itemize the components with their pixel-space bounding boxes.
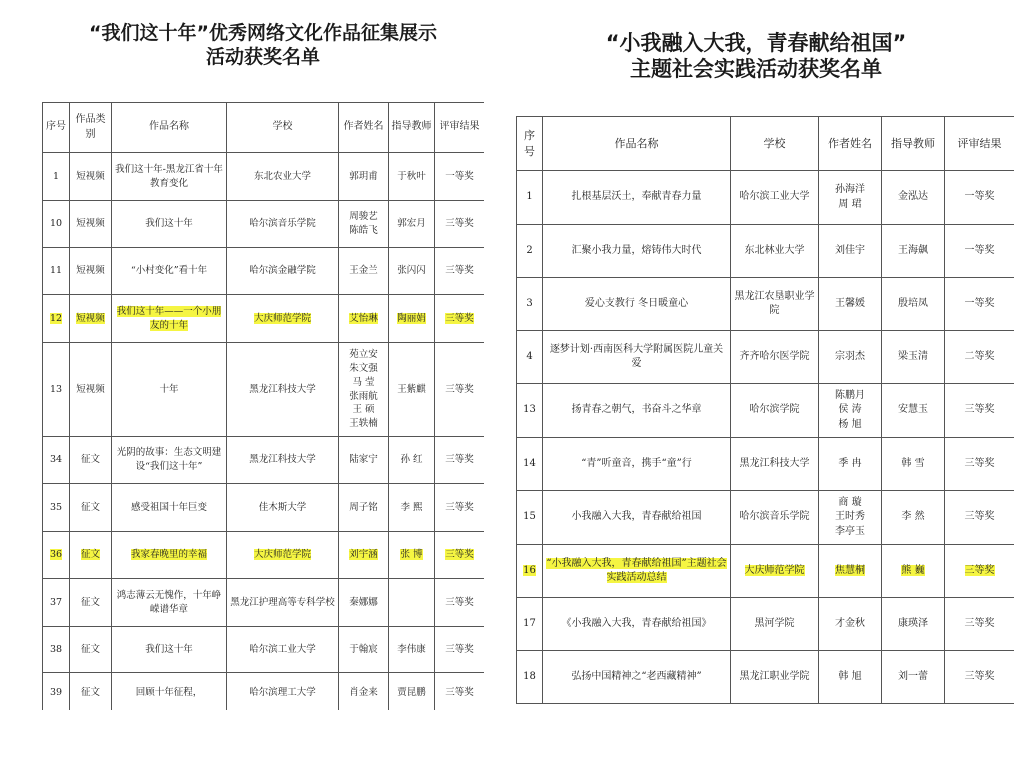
result-cell: 一等奖 [435,153,485,201]
type-cell: 短视频 [70,201,112,248]
table-row [517,598,1015,651]
no-cell: 1 [517,171,543,225]
name-cell: 逐梦计划·西南医科大学附属医院儿童关爱 [543,331,731,384]
type-cell [70,295,112,343]
highlight-mark: 大庆师范学院 [253,312,311,324]
author-cell: 孙海洋 周 珺 [819,171,882,225]
author-cell: 季 冉 [819,438,882,491]
highlight-mark: 三等奖 [964,564,995,576]
highlight-mark: 36 [49,549,63,561]
teacher-cell: 贾昆鹏 [389,673,435,711]
type-cell: 征文 [70,437,112,484]
school-cell: 黑龙江科技大学 [731,438,819,491]
header-cell: 作者姓名 [819,117,882,171]
highlight-mark: 16 [523,564,536,576]
type-cell: 征文 [70,673,112,711]
right-award-table [516,116,1014,704]
result-cell: 一等奖 [945,225,1015,278]
teacher-cell [389,579,435,627]
name-cell: “青”听童音，携手“童”行 [543,438,731,491]
header-cell: 学校 [227,103,339,153]
author-cell: 王馨媛 [819,278,882,331]
author-cell: 周子铭 [339,484,389,532]
author-cell: 陆家宁 [339,437,389,484]
no-cell: 2 [517,225,543,278]
no-cell: 10 [43,201,70,248]
teacher-cell: 孙 红 [389,437,435,484]
author-cell: 周骏艺 陈皓飞 [339,201,389,248]
no-cell: 39 [43,673,70,711]
name-cell: 回顾十年征程， [112,673,227,711]
teacher-cell: 李伟康 [389,627,435,673]
teacher-cell: 梁玉清 [882,331,945,384]
table-row [43,153,485,201]
header-cell: 序号 [43,103,70,153]
no-cell: 13 [43,343,70,437]
result-cell: 三等奖 [945,651,1015,704]
result-cell: 三等奖 [435,201,485,248]
right-document-title: “小我融入大我，青春献给祖国” 主题社会实践活动获奖名单 [605,31,907,82]
school-cell: 哈尔滨音乐学院 [731,491,819,545]
name-cell: 扬青春之朝气，书奋斗之华章 [543,384,731,438]
no-cell: 13 [517,384,543,438]
teacher-cell [389,532,435,579]
teacher-cell: 安慧玉 [882,384,945,438]
table-row [517,384,1015,438]
result-cell: 三等奖 [435,627,485,673]
school-cell: 哈尔滨理工大学 [227,673,339,711]
name-cell: 爱心支教行 冬日暖童心 [543,278,731,331]
author-cell [339,295,389,343]
result-cell [435,295,485,343]
no-cell: 1 [43,153,70,201]
name-cell: 《小我融入大我，青春献给祖国》 [543,598,731,651]
school-cell: 东北农业大学 [227,153,339,201]
school-cell [227,532,339,579]
table-row [43,343,485,437]
right-table-body [517,171,1015,704]
no-cell: 11 [43,248,70,295]
teacher-cell: 李 熙 [389,484,435,532]
teacher-cell: 王紫麒 [389,343,435,437]
header-cell: 作者姓名 [339,103,389,153]
right-award-list [516,116,1014,704]
type-cell [70,532,112,579]
author-cell: 王金兰 [339,248,389,295]
table-row [517,278,1015,331]
name-cell: 我们这十年 [112,627,227,673]
school-cell: 黑龙江科技大学 [227,437,339,484]
school-cell: 黑龙江科技大学 [227,343,339,437]
table-row [43,673,485,711]
teacher-cell [389,295,435,343]
highlight-mark: 焦慧桐 [835,564,865,576]
table-row [43,484,485,532]
highlight-mark: 三等奖 [445,549,474,561]
author-cell: 商 璇 王时秀 李亭玉 [819,491,882,545]
name-cell: 鸿志薄云无愧作，十年峥嵘谱华章 [112,579,227,627]
author-cell: 苑立安 朱文强 马 莹 张雨航 王 硕 王轶楠 [339,343,389,437]
table-row [517,171,1015,225]
author-cell: 韩 旭 [819,651,882,704]
name-cell: 光阴的故事：生态文明建设“我们这十年” [112,437,227,484]
teacher-cell: 王海飙 [882,225,945,278]
teacher-cell: 康瑛泽 [882,598,945,651]
school-cell: 哈尔滨工业大学 [731,171,819,225]
highlight-mark: 熊 巍 [901,564,925,576]
school-cell: 哈尔滨音乐学院 [227,201,339,248]
name-cell: “小村变化”看十年 [112,248,227,295]
table-row [43,295,485,343]
author-cell: 宗羽杰 [819,331,882,384]
teacher-cell: 于秋叶 [389,153,435,201]
school-cell [731,545,819,598]
highlight-mark: 艾怡琳 [349,312,378,324]
table-row [43,532,485,579]
type-cell: 征文 [70,627,112,673]
result-cell: 三等奖 [435,673,485,711]
type-cell: 短视频 [70,248,112,295]
left-award-table [42,102,484,710]
highlight-mark: 短视频 [76,312,105,324]
type-cell: 短视频 [70,343,112,437]
author-cell [339,532,389,579]
school-cell: 哈尔滨金融学院 [227,248,339,295]
name-cell: 弘扬中国精神之“老西藏精神” [543,651,731,704]
result-cell: 三等奖 [435,343,485,437]
result-cell: 三等奖 [435,484,485,532]
result-cell: 二等奖 [945,331,1015,384]
no-cell: 17 [517,598,543,651]
no-cell: 4 [517,331,543,384]
teacher-cell: 韩 雪 [882,438,945,491]
no-cell: 37 [43,579,70,627]
name-cell: 小我融入大我，青春献给祖国 [543,491,731,545]
highlight-mark: 三等奖 [445,312,474,324]
author-cell: 陈鹏月 侯 涛 杨 旭 [819,384,882,438]
name-cell: 汇聚小我力量，熔铸伟大时代 [543,225,731,278]
author-cell: 秦娜娜 [339,579,389,627]
school-cell: 黑龙江护理高等专科学校 [227,579,339,627]
no-cell [517,545,543,598]
school-cell: 黑龙江职业学院 [731,651,819,704]
result-cell: 三等奖 [945,598,1015,651]
header-cell: 作品类别 [70,103,112,153]
author-cell: 于翰宸 [339,627,389,673]
name-cell: 我们这十年 [112,201,227,248]
author-cell: 郭玥甫 [339,153,389,201]
result-cell [945,545,1015,598]
school-cell: 佳木斯大学 [227,484,339,532]
name-cell: 十年 [112,343,227,437]
highlight-mark: 我家春晚里的幸福 [130,549,207,561]
no-cell: 15 [517,491,543,545]
teacher-cell: 张闪闪 [389,248,435,295]
table-row [43,627,485,673]
name-cell [112,532,227,579]
result-cell: 三等奖 [435,248,485,295]
name-cell [543,545,731,598]
author-cell [819,545,882,598]
table-row [43,201,485,248]
no-cell: 14 [517,438,543,491]
header-cell: 指导教师 [882,117,945,171]
no-cell: 35 [43,484,70,532]
author-cell: 才金秋 [819,598,882,651]
teacher-cell: 刘一蕾 [882,651,945,704]
highlight-mark: 陶丽娟 [397,312,426,324]
result-cell: 三等奖 [435,437,485,484]
header-cell: 指导教师 [389,103,435,153]
name-cell [112,295,227,343]
school-cell: 东北林业大学 [731,225,819,278]
author-cell: 肖金来 [339,673,389,711]
result-cell: 三等奖 [945,491,1015,545]
teacher-cell: 金泓达 [882,171,945,225]
result-cell: 一等奖 [945,278,1015,331]
header-cell: 评审结果 [945,117,1015,171]
no-cell [43,295,70,343]
school-cell: 齐齐哈尔医学院 [731,331,819,384]
table-row [43,579,485,627]
teacher-cell: 郭宏月 [389,201,435,248]
type-cell: 征文 [70,579,112,627]
name-cell: 我们这十年-黑龙江省十年教育变化 [112,153,227,201]
highlight-mark: 大庆师范学院 [744,564,805,576]
header-cell: 序号 [517,117,543,171]
result-cell: 三等奖 [945,438,1015,491]
header-cell: 作品名称 [112,103,227,153]
highlight-mark: 张 博 [400,549,423,561]
left-award-list [42,102,484,710]
result-cell: 一等奖 [945,171,1015,225]
school-cell [227,295,339,343]
header-cell: 作品名称 [543,117,731,171]
no-cell: 34 [43,437,70,484]
table-row [517,225,1015,278]
author-cell: 刘佳宇 [819,225,882,278]
left-table-body [43,153,485,711]
left-table-header [43,103,485,153]
highlight-mark: 刘宇涵 [349,549,378,561]
school-cell: 哈尔滨学院 [731,384,819,438]
result-cell [435,532,485,579]
teacher-cell [882,545,945,598]
table-row [43,248,485,295]
table-row [43,437,485,484]
school-cell: 黑龙江农垦职业学院 [731,278,819,331]
highlight-mark: 我们这十年——一个小朋友的十年 [116,305,222,331]
table-row [517,491,1015,545]
no-cell [43,532,70,579]
type-cell: 征文 [70,484,112,532]
header-cell: 评审结果 [435,103,485,153]
result-cell: 三等奖 [945,384,1015,438]
no-cell: 38 [43,627,70,673]
name-cell: 扎根基层沃土，奉献青春力量 [543,171,731,225]
table-row [517,331,1015,384]
no-cell: 3 [517,278,543,331]
highlight-mark: 大庆师范学院 [253,549,311,561]
teacher-cell: 殷培凤 [882,278,945,331]
right-table-header [517,117,1015,171]
table-row [517,651,1015,704]
header-cell: 学校 [731,117,819,171]
school-cell: 黑河学院 [731,598,819,651]
left-document-title: “我们这十年”优秀网络文化作品征集展示 活动获奖名单 [89,22,437,68]
highlight-mark: 征文 [80,549,100,561]
type-cell: 短视频 [70,153,112,201]
highlight-mark: 12 [49,312,63,324]
school-cell: 哈尔滨工业大学 [227,627,339,673]
table-row [517,545,1015,598]
result-cell: 三等奖 [435,579,485,627]
highlight-mark: “小我融入大我，青春献给祖国”主题社会实践活动总结 [546,557,727,583]
name-cell: 感受祖国十年巨变 [112,484,227,532]
table-row [517,438,1015,491]
no-cell: 18 [517,651,543,704]
teacher-cell: 李 然 [882,491,945,545]
